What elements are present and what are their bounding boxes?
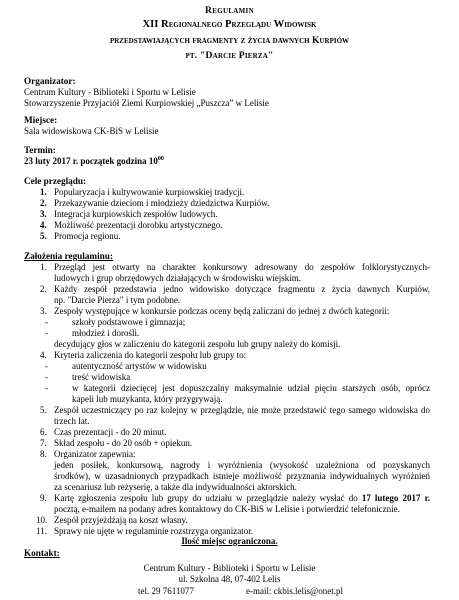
goal-item: Integracja kurpiowskich zespołów ludowych. [54,209,218,219]
list-item-number: 1. [40,262,47,272]
contact-heading: Kontakt: [24,548,60,558]
contact-institution: Centrum Kultury - Biblioteki i Sportu w Lelisie [143,563,316,573]
rule-line: środków), w uzasadnionych przypadkach istnieje możliwość przyznania indywidualnych wyróżnień [54,471,430,481]
rule-line: Przegląd jest otwarty na charakter konkursowy adresowany do zespołów folklorystycznych- [54,262,430,272]
goal-item: Promocja regionu. [54,231,121,241]
rule-subitem: w kategorii dziecięcej jest dopuszczalny maksymalnie udział pięciu starszych osób, oprócz [72,383,430,393]
goal-item: Popularyzacja i kultywowanie kurpiowskiej tradycji. [54,187,245,197]
rule-subitem: treść widowiska [72,372,131,382]
rule-line: Skład zespołu - do 20 osób + opiekun. [54,438,193,448]
doc-event-subtitle: przedstawiających fragmenty z życia dawnych Kurpiów [109,35,350,46]
date-time-superscript: 00 [157,156,164,162]
rule-line: Zespół przyjeżdżają na koszt własny. [54,515,188,525]
bullet-dash: - [45,361,48,371]
rule-line: np. "Darcie Pierza" i tym podobne. [54,295,181,305]
list-item-number: 5. [40,231,47,241]
rule-subitem: kapeli lub muzykanta, który przygrywają. [72,394,223,404]
list-item-number: 2. [40,284,47,294]
rule-subitem: szkoły podstawowe i gimnazja; [72,317,186,327]
rule-line: Kryteria zaliczenia do kategorii zespołu lub grupy to: [54,350,247,360]
doc-title: Regulamin [205,5,254,16]
limited-places-note: Ilość miejsc ograniczona. [181,536,278,546]
list-item-number: 6. [40,427,47,437]
list-item-number: 4. [40,220,47,230]
goals-heading: Cele przeglądu: [24,176,87,186]
rule-line: Sprawy nie ujęte w regulaminie rozstrzyga organizator. [54,526,254,536]
rule-line: Zespół uczestniczący po raz kolejny w przeglądzie, nie może przedstawić tego samego widowiska do [54,405,430,415]
rule-line: ludowych i grup obrzędowych działających w środowisku wiejskim. [54,273,301,283]
rule-line: trzech lat. [54,416,90,426]
bullet-dash: - [45,383,48,393]
rules-heading: Założenia regulaminu: [24,251,113,261]
bullet-dash: - [45,317,48,327]
list-item-number: 9. [40,493,47,503]
bullet-dash: - [45,372,48,382]
list-item-number: 10. [36,515,48,525]
rule-line: Organizator zapewnia: [54,449,136,459]
list-item-number: 2. [40,198,47,208]
rule-subitem: młodzież i dorośli. [72,328,140,338]
contact-email[interactable]: e-mail: ckbis.lelis@onet.pl [246,586,344,596]
list-item-number: 11. [36,526,47,536]
rule-line: decydujący głos w zaliczeniu do kategorii zespołu lub grupy należy do komisji. [54,339,341,349]
venue-heading: Miejsce: [24,115,58,125]
list-item-number: 8. [40,449,47,459]
rule-line: Kartę zgłoszenia zespołu lub grupy do udziału w przeglądzie należy wysłać do 17 lutego 2017 r. [54,493,430,503]
deadline-date: 17 lutego 2017 r. [361,493,430,503]
list-item-number: 3. [40,306,47,316]
rule-line: Zespoły występujące w konkursie podczas oceny będą zaliczani do jednej z dwóch kategorii: [54,306,390,316]
list-item-number: 1. [40,187,47,197]
goal-item: Przekazywanie dzieciom i młodzieży dziedzictwa Kurpiów. [54,198,270,208]
doc-event-name: XII Regionalnego Przeglądu Widowisk [142,19,317,30]
doc-event-tagline: pt. "Darcie Pierza" [185,50,274,61]
contact-phone: tel. 29 7611077 [138,586,194,596]
goal-item: Możliwość prezentacji dorobku artystycznego. [54,220,223,230]
list-item-number: 3. [40,209,47,219]
date-heading: Termin: [24,145,56,155]
organizers-heading: Organizator: [24,76,76,86]
email-link[interactable]: ckbis.lelis@onet.pl [273,586,344,596]
organizer-line: Centrum Kultury - Biblioteki i Sportu w Lelisie [24,87,196,97]
list-item-number: 7. [40,438,47,448]
list-item-number: 4. [40,350,47,360]
bullet-dash: - [45,328,48,338]
rule-line: jeden posiłek, konkursową, nagrody i wyróżnienia (wysokość uzależniona od pozyskanych [54,460,430,470]
rule-line: za scenariusz lub reżyserię, a także dla indywidualności aktorskich. [54,482,297,492]
list-item-number: 5. [40,405,47,415]
venue-text: Sala widowiskowa CK-BiS w Lelisie [24,126,159,136]
organizer-line: Stowarzyszenie Przyjaciół Ziemi Kurpiowskiej „Puszcza” w Lelisie [24,98,269,108]
rule-subitem: autentyczność artystów w widowisku [72,361,207,371]
rule-line: Każdy zespół przedstawia jedno widowisko dotyczące fragmentu z życia dawnych Kurpiów, [54,284,430,294]
date-text: 23 luty 2017 r. początek godzina $10^{00}$ [24,156,164,166]
rule-line: Czas prezentacji - do 20 minut. [54,427,167,437]
contact-address: ul. Szkolna 48, 07-402 Lelis [178,574,281,584]
rule-line: pocztą, e-mailem na podany adres kontaktowy do CK-BiS w Lelisie i potwierdzić telefonicznie. [54,504,400,514]
